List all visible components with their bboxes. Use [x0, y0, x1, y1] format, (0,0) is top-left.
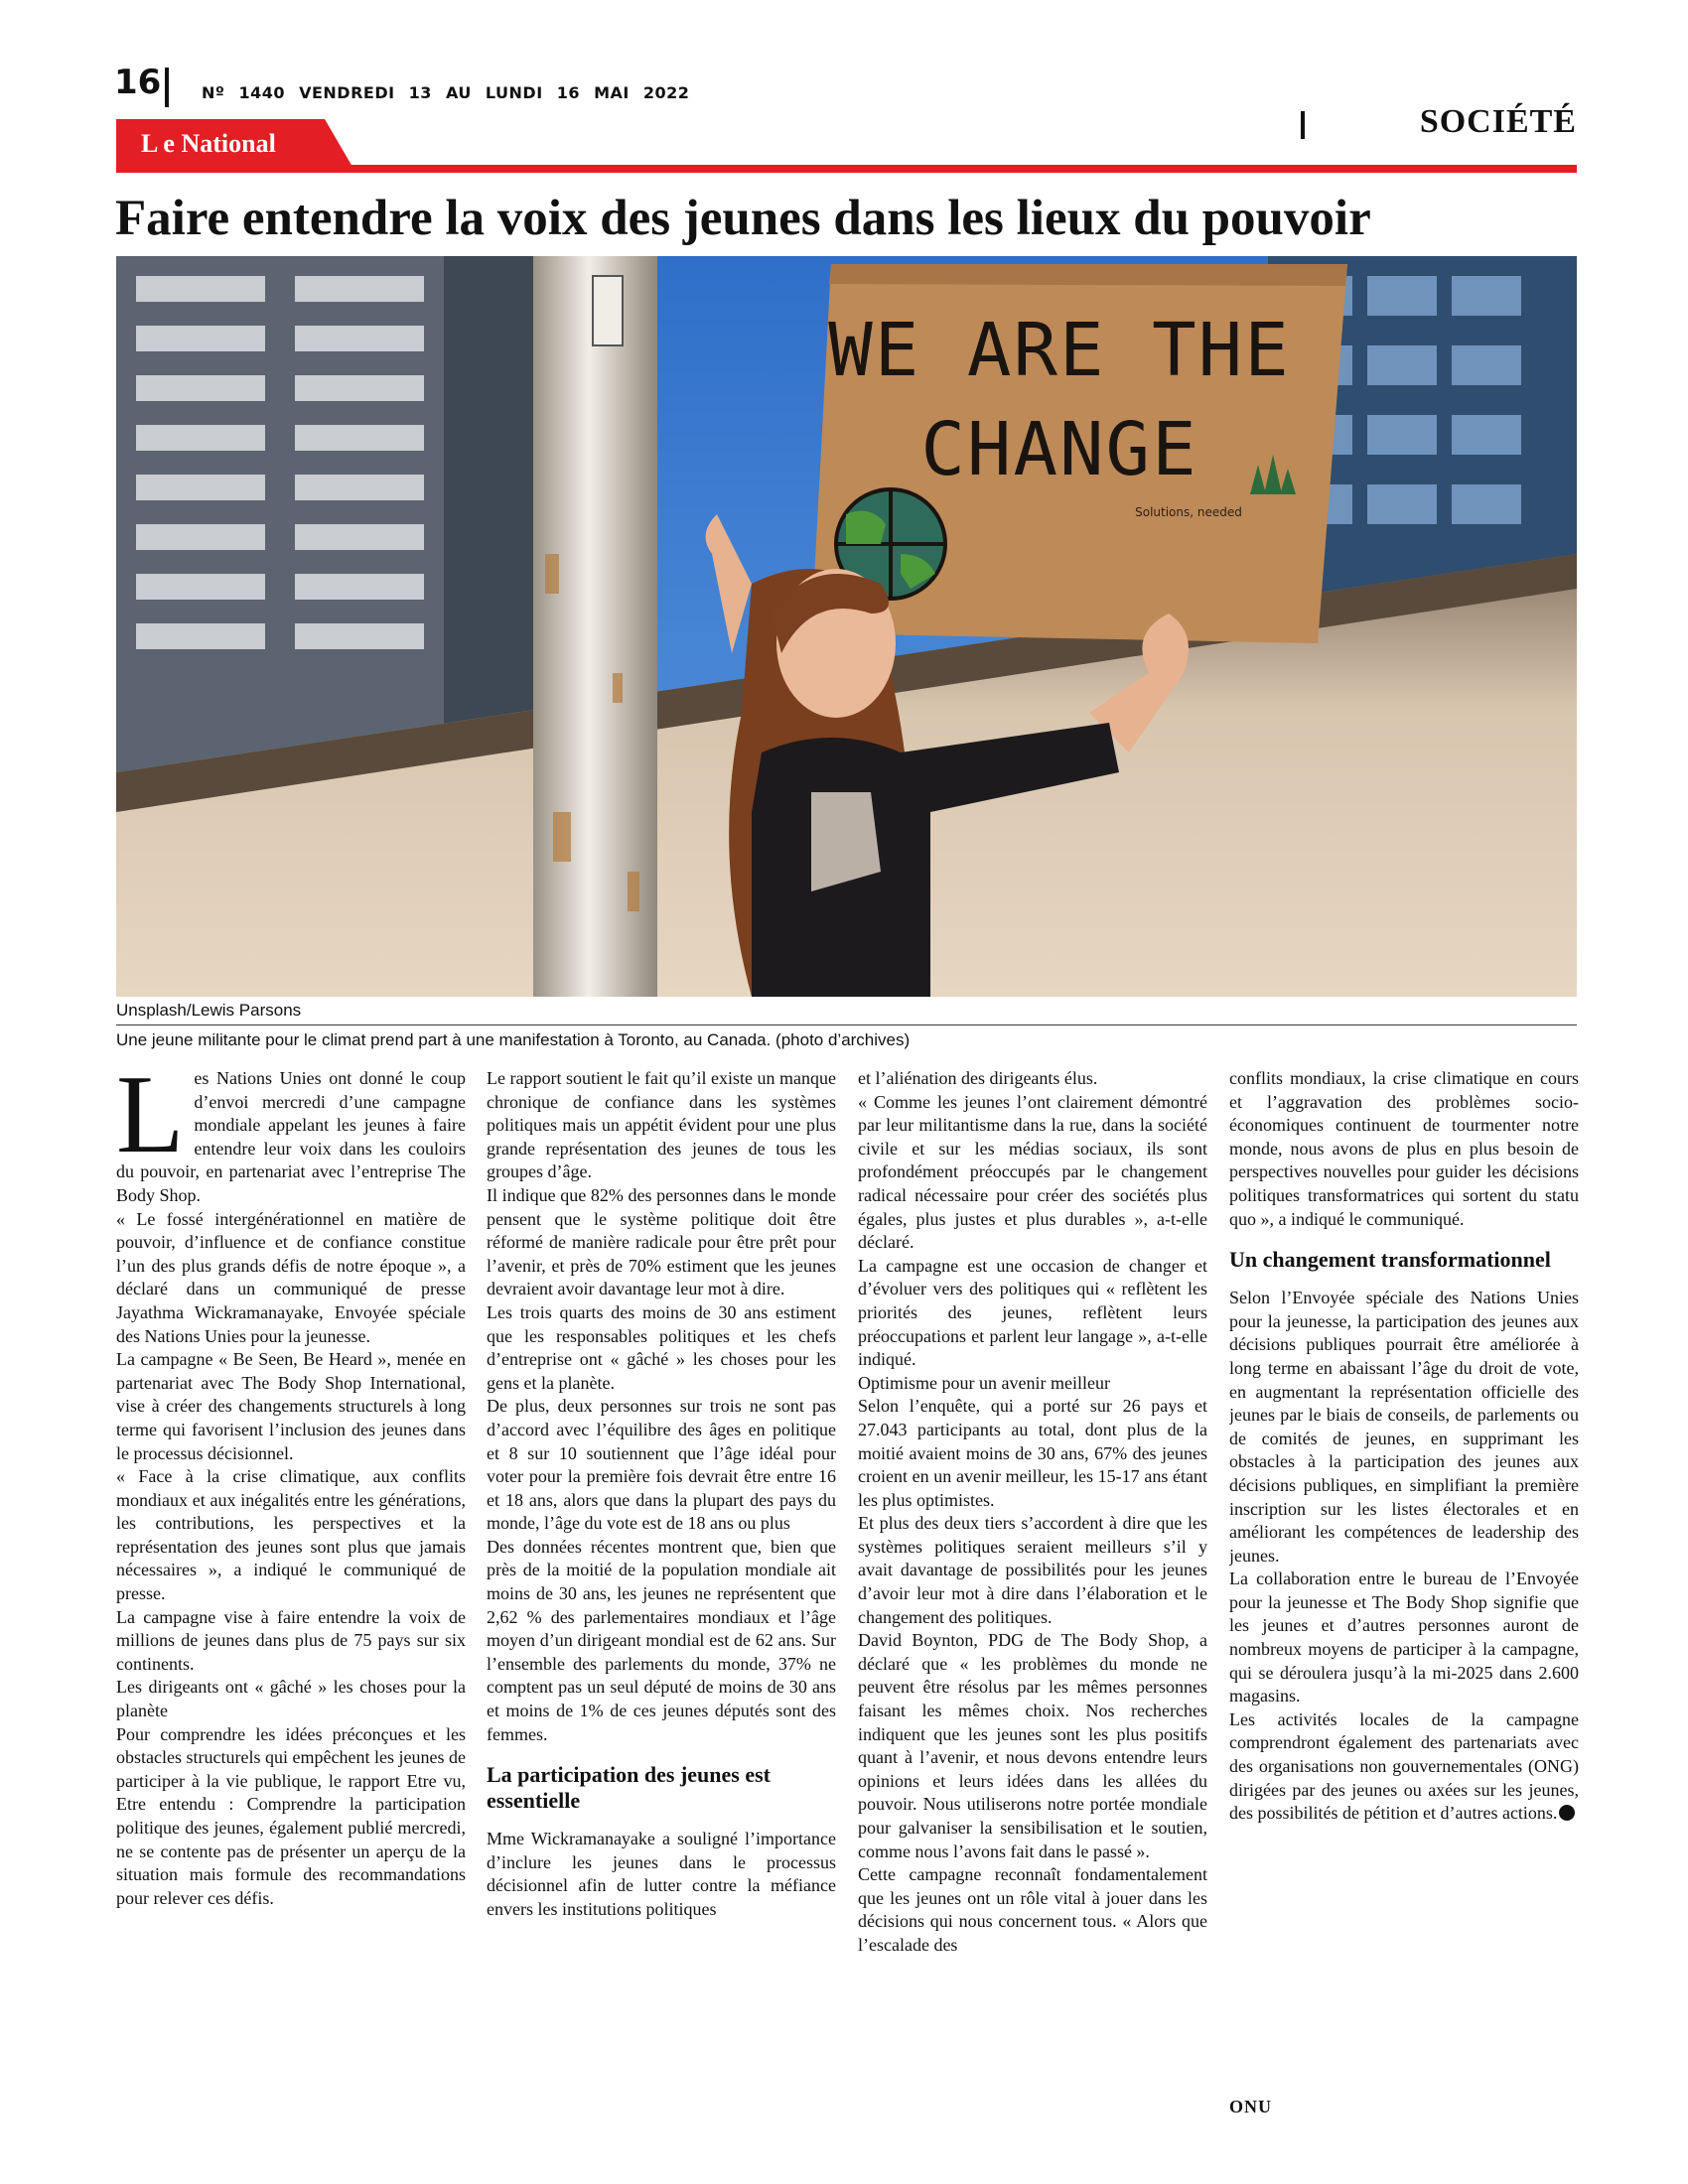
article-paragraph: Des données récentes montrent que, bien que près de la moitié de la population mondiale ait moins de 30 ans, les jeunes ne représentent que 2,62 % des parlementaires mondiaux et l’âge moyen d’un dirigeant mondial est de 62 ans. Sur l’ensemble des parlements du monde, 37% ne comptent pas un seul député de moins de 30 ans et moins de 1% de ces jeunes députés sont des femmes. — [487, 1536, 836, 1744]
sign-text-line2: CHANGE — [920, 407, 1198, 492]
photo-caption: Une jeune militante pour le climat prend part à une manifestation à Toronto, au Canada. (photo d’archives) — [116, 1030, 911, 1049]
article-paragraph: La collaboration entre le bureau de l’Envoyée pour la jeunesse et The Body Shop signifie que les jeunes et d’autres personnes auront de nombreux moyens de participer à la campagne, qui se déroulera jusqu’à la mi-2025 dans 2.600 magasins. — [1229, 1569, 1579, 1706]
section-subheading: La participation des jeunes est essentielle — [487, 1762, 771, 1814]
article-headline: Faire entendre la voix des jeunes dans les lieux du pouvoir — [115, 191, 1371, 246]
article-paragraph: Mme Wickramanayake a souligné l’importance d’inclure les jeunes dans le processus décisionnel afin de lutter contre la méfiance envers les institutions politiques — [487, 1829, 836, 1919]
header-red-rule — [116, 165, 1577, 173]
article-paragraph — [1229, 1708, 1579, 1826]
section-subheading: Un changement transformationnel — [1229, 1247, 1551, 1273]
article-paragraph: Cette campagne reconnaît fondamentalement que les jeunes ont un rôle vital à jouer dans les décisions qui nous concernent tous. « Alors que l’escalade des — [858, 1864, 1207, 1955]
page-number: 16 — [114, 63, 162, 102]
article-photo — [116, 256, 1577, 997]
section-divider — [1301, 111, 1305, 139]
article-paragraph: Les trois quarts des moins de 30 ans estiment que les responsables politiques et les chefs d’entreprise ont « gâché » les choses pour les gens et la planète. — [487, 1301, 836, 1393]
article-paragraph: « Comme les jeunes l’ont clairement démontré par leur militantisme dans la rue, dans la société civile et sur les médias sociaux, ils sont profondément préoccupés par le changement radical nécessaire pour créer des sociétés plus égales, plus justes et plus durables », a-t-elle déclaré. — [858, 1091, 1207, 1253]
article-paragraph: « Face à la crise climatique, aux conflits mondiaux et aux inégalités entre les générations, les contributions, les perspectives et la représentation des jeunes sont plus que jamais nécessaires », a indiqué le communiqué de presse. — [116, 1466, 466, 1604]
article-paragraph: « Le fossé intergénérationnel en matière de pouvoir, d’influence et de confiance constitue l’un des plus grands défis de notre époque », a déclaré dans un communiqué de presse Jayathma Wickramanayake, Envoyée spéciale des Nations Unies pour la jeunesse. — [116, 1208, 466, 1346]
sign-small-text: Solutions, needed — [1135, 505, 1242, 519]
article-paragraph: David Boynton, PDG de The Body Shop, a déclaré que « les problèmes du monde ne peuvent être résolus par les mêmes personnes faisant les mêmes choix. Nos recherches indiquent que les jeunes sont les plus positifs quant à l’avenir, et nous devons entendre leurs opinions et leurs idées dans les allées du pouvoir. Nous utiliserons notre portée mondiale pour galvaniser la sensibilisation et le soutien, comme nous l’avons fait dans le passé ». — [858, 1630, 1207, 1861]
article-paragraph: et l’aliénation des dirigeants élus. — [858, 1068, 1098, 1088]
article-end-mark — [1559, 1805, 1575, 1821]
article-paragraph: Il indique que 82% des personnes dans le monde pensent que le système politique doit être réformé de manière radicale pour être prêt pour l’avenir, et près de 70% estiment que les jeunes devraient avoir davantage leur mot à dire. — [487, 1184, 836, 1299]
article-paragraph: conflits mondiaux, la crise climatique en cours et l’aggravation des problèmes socio-économiques continuent de tourmenter notre monde, nous avons de plus en plus besoin de perspectives nouvelles pour guider les décisions politiques transformatrices qui sortent du statu quo », a indiqué le communiqué. — [1229, 1068, 1579, 1229]
section-label: SOCIÉTÉ — [1419, 103, 1577, 140]
article-paragraph: Les dirigeants ont « gâché » les choses pour la planète — [116, 1677, 466, 1721]
article-column-1 — [116, 1067, 466, 2134]
article-source: ONU — [1229, 2097, 1272, 2116]
article-paragraph: Optimisme pour un avenir meilleur — [858, 1372, 1110, 1393]
article-paragraph: De plus, deux personnes sur trois ne sont pas d’accord avec l’équilibre des âges en politique et 8 sur 10 soutiennent que l’âge idéal pour voter pour la première fois devrait être entre 16 et 18 ans, alors que dans la plupart des pays du monde, l’âge du vote est de 18 ans ou plus — [487, 1396, 836, 1534]
article-paragraph — [116, 1067, 466, 1208]
paragraph-text: Les activités locales de la campagne comprendront également des partenariats avec des organisations non gouvernementales (ONG) dirigées par des jeunes ou axées sur les jeunes, des possibilités de pétition et d’autres actions. — [1229, 1708, 1579, 1824]
article-paragraph: Selon l’enquête, qui a porté sur 26 pays et 27.043 participants au total, dont plus de la moitié avaient moins de 30 ans, 67% des jeunes croient en un avenir meilleur, les 15-17 ans étant les plus optimistes. — [858, 1396, 1207, 1510]
article-paragraph: Selon l’Envoyée spéciale des Nations Unies pour la jeunesse, la participation des jeunes aux décisions publiques pourrait être améliorée à long terme en abaissant l’âge du droit de vote, en augmentant la représentation officielle des jeunes par le biais de conseils, de parlements ou de comités de jeunes, en supprimant les obstacles à la participation des jeunes aux décisions publiques, en simplifiant la première inscription sur les listes électorales et en améliorant les compétences de leadership des jeunes. — [1229, 1288, 1579, 1566]
sign-text-line1: WE ARE THE — [828, 308, 1291, 393]
article-column-4 — [1229, 1067, 1579, 2134]
drop-cap: L — [116, 1067, 185, 1176]
article-paragraph: La campagne est une occasion de changer et d’évoluer vers des politiques qui « reflètent les priorités des jeunes, reflètent leurs préoccupations et parlent leur langage », a-t-elle indiqué. — [858, 1255, 1207, 1370]
brand-name: L e National — [141, 129, 276, 158]
paragraph-text: es Nations Unies ont donné le coup d’envoi mercredi d’une campagne mondiale appelant les jeunes à faire entendre leur voix dans les couloirs du pouvoir, en partenariat avec l’entreprise The Body Shop. — [116, 1068, 466, 1205]
article-column-3 — [858, 1067, 1207, 2134]
issue-date-line: Nº 1440 VENDREDI 13 AU LUNDI 16 MAI 2022 — [202, 83, 690, 102]
article-column-2 — [487, 1067, 836, 2134]
photo-credit: Unsplash/Lewis Parsons — [116, 1001, 302, 1020]
protest-photo-illustration — [116, 256, 1577, 997]
article-paragraph: La campagne « Be Seen, Be Heard », menée en partenariat avec The Body Shop International, vise à créer des changements structurels à long terme qui favorisent l’inclusion des jeunes dans le processus décisionnel. — [116, 1349, 466, 1463]
article-paragraph: Le rapport soutient le fait qu’il existe un manque chronique de confiance dans les systèmes politiques mais un appétit évident pour une plus grande représentation des jeunes de tous les groupes d’âge. — [487, 1068, 836, 1182]
caption-rule — [116, 1024, 1577, 1025]
page-number-divider — [165, 68, 169, 107]
article-paragraph: Pour comprendre les idées préconçues et les obstacles structurels qui empêchent les jeunes de participer à la vie publique, le rapport Etre vu, Etre entendu : Comprendre la participation politique des jeunes, également publié mercredi, ne se contente pas de présenter un aperçu de la situation mais formule des recommandations pour relever ces défis. — [116, 1723, 466, 1908]
article-paragraph: Et plus des deux tiers s’accordent à dire que les systèmes politiques seraient meilleurs s’il y avait davantage de possibilités pour les jeunes d’avoir leur mot à dire dans l’élaboration et le changement des politiques. — [858, 1513, 1207, 1627]
article-paragraph: La campagne vise à faire entendre la voix de millions de jeunes dans plus de 75 pays sur six continents. — [116, 1606, 466, 1674]
